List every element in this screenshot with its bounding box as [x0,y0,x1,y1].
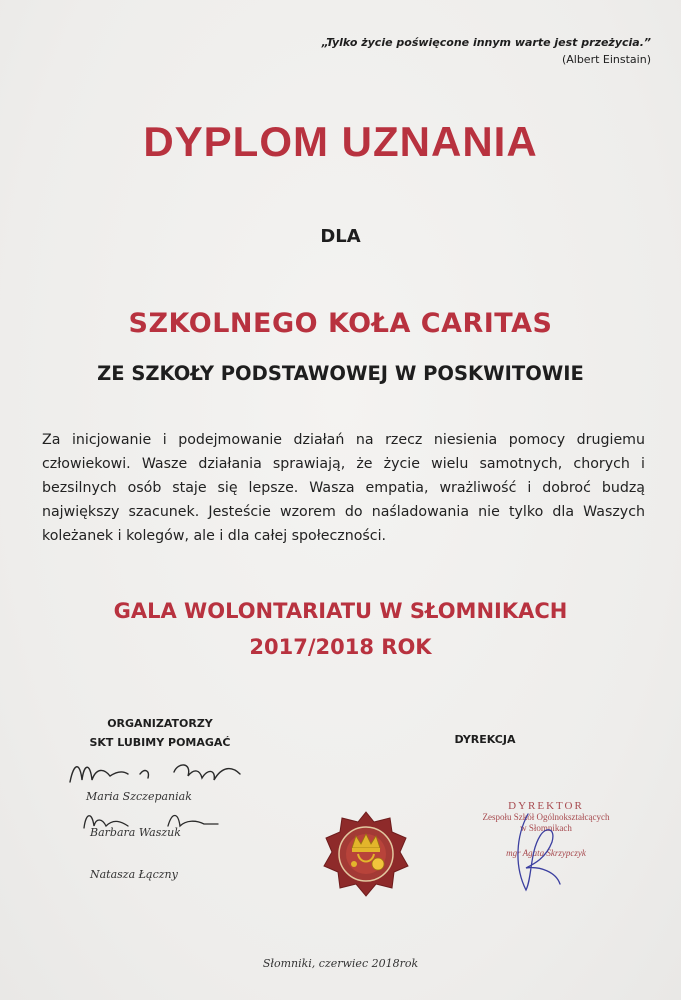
stamp-line-2: Zespołu Szkół Ogólnokształcących [482,812,610,822]
place-and-date: Słomniki, czerwiec 2018rok [262,957,419,970]
organizers-heading-line2: SKT LUBIMY POMAGAĆ [89,736,231,749]
organizers-heading-line1: ORGANIZATORZY [107,717,213,730]
diploma-body-text: Za inicjowanie i podejmowanie działań na rzecz niesienia pomocy drugiemu człowiekowi. Wasze działania sprawiają, że życie wielu samotnych, chorych i bezsilnych osób staje się lepsze. Wasza empatia, wrażliwość i dobroć budzą największy szacunek. Jesteście wzorem do naśladowania nie tylko dla Waszych koleżanek i kolegów, ale i dla całej społeczności. [42,432,645,544]
organizer-name-3: Natasza Łączny [90,868,178,881]
stamp-line-1: DYREKTOR [508,800,584,812]
caritas-emblem-icon [320,808,412,900]
quote-author: (Albert Einstain) [561,53,651,66]
motto-quote [231,34,651,68]
organizers-heading [70,714,250,752]
event-name: GALA WOLONTARIATU W SŁOMNIKACH [113,599,568,623]
direction-heading: DYREKCJA [454,733,516,746]
event-block [0,593,681,665]
for-label: DLA [320,226,361,247]
recipient-school: ZE SZKOŁY PODSTAWOWEJ W POSKWITOWIE [97,362,584,385]
signature-scribble-1 [64,754,254,794]
diploma-title: DYPLOM UZNANIA [143,118,538,165]
stamp-line-4: mgr Agata Skrzypczyk [506,848,586,858]
organizer-name-1: Maria Szczepaniak [86,790,192,803]
event-year: 2017/2018 ROK [249,635,432,659]
organizer-name-2: Barbara Waszuk [90,826,181,839]
stamp-line-3: w Słomnikach [520,823,572,833]
quote-text: „Tylko życie poświęcone innym warte jest przeżycia.” [321,36,651,49]
recipient-name: SZKOLNEGO KOŁA CARITAS [128,308,553,339]
director-signature-scribble [486,806,596,896]
